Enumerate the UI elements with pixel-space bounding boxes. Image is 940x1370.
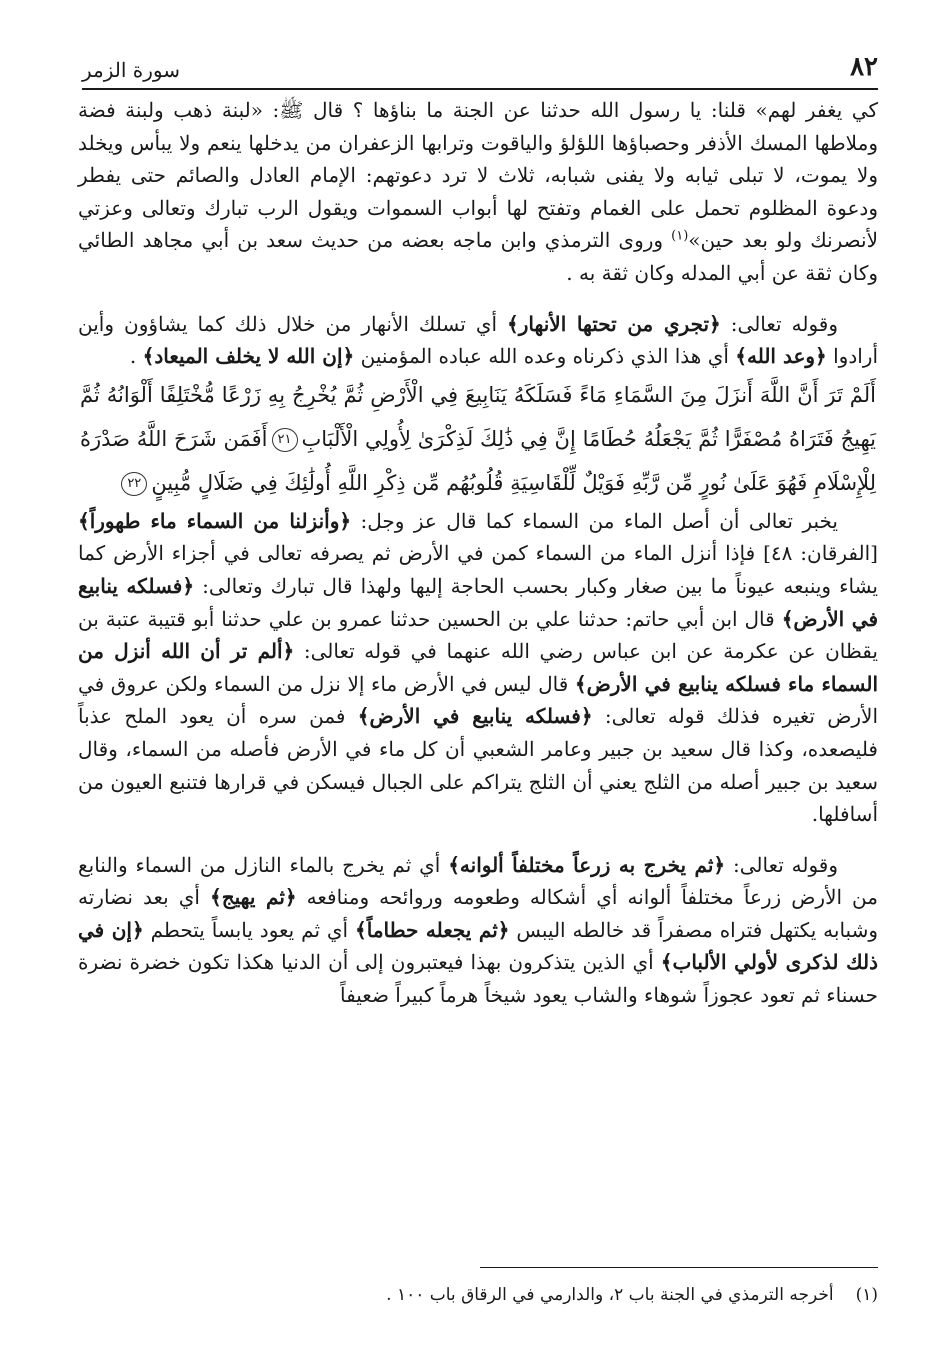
surah-name: سورة الزمر (82, 58, 181, 82)
quran-quote: ﴿فسلكه ينابيع في الأرض﴾ (78, 573, 879, 631)
quran-quote: ﴿ثم يهيج﴾ (209, 885, 297, 910)
ayah-number-marker: ٢١ (272, 428, 298, 452)
footnote-divider (480, 1267, 878, 1268)
paragraph-tafsir-crops: وقوله تعالى: ﴿ثم يخرج به زرعاً مختلفاً ألوانه﴾ أي ثم يخرج بالماء النازل من السماء والنابع من الأرض زرعاً مختلفاً ألوانه أي أشكاله وطعومه وروائحه ومنافعه ﴿ثم يهيج﴾ أي بعد نضارته وشبابه يكتهل فتراه مصفراً قد خالطه اليبس ﴿ثم يجعله حطاماً﴾ أي ثم يعود يابساً يتحطم ﴿إن في ذلك لذكرى لأولي الألباب﴾ أي الذين يتذكرون بهذا فيعتبرون إلى أن الدنيا هكذا تكون خضرة نضرة حسناء ثم تعود عجوزاً شوهاء والشاب يعود شيخاً هرماً كبيراً ضعيفاً (78, 852, 879, 1008)
quran-quote: ﴿ثم يجعله حطاماً﴾ (355, 917, 510, 942)
ayah-number-marker: ٢٢ (121, 472, 147, 496)
quran-quote: ﴿تجري من تحتها الأنهار﴾ (507, 311, 721, 336)
quran-quote: ﴿ألم تر أن الله أنزل من السماء ماء فسلكه ينابيع في الأرض﴾ (78, 639, 878, 696)
footnote-text: أخرجه الترمذي في الجنة باب ٢، والدارمي في الرقاق باب ١٠٠ . (386, 1285, 834, 1305)
quran-quote: ﴿إن في ذلك لذكرى لأولي الألباب﴾ (78, 917, 879, 975)
page-number: ٨٢ (850, 52, 878, 82)
quran-verses-block (78, 373, 878, 505)
footnote-reference: (١) (671, 228, 689, 244)
quran-quote: ﴿ثم يخرج به زرعاً مختلفاً ألوانه﴾ (448, 852, 726, 877)
quran-quote: ﴿وأنزلنا من السماء ماء طهوراً﴾ (78, 508, 352, 533)
verse-22: أَفَمَن شَرَحَ اللَّهُ صَدْرَهُ لِلْإِسْلَامِ فَهُوَ عَلَىٰ نُورٍ مِّن رَّبِّهِ فَوَيْلٌ لِّلْقَاسِيَةِ قُلُوبُهُم مِّن ذِكْرِ اللَّهِ أُولَٰئِكَ فِي ضَلَالٍ مُّبِينٍ (80, 426, 876, 495)
quran-quote: ﴿فسلكه ينابيع في الأرض﴾ (357, 704, 593, 729)
main-text (78, 94, 878, 1012)
footnote (200, 1280, 878, 1310)
paragraph-tafsir-water: يخبر تعالى أن أصل الماء من السماء كما قال عز وجل: ﴿وأنزلنا من السماء ماء طهوراً﴾ [الفرقان: ٤٨] فإذا أنزل الماء من السماء كمن في الأرض ثم يصرفه تعالى في أجزاء الأرض كما يشاء وينبعه عيوناً ما بين صغار وكبار بحسب الحاجة إليها ولهذا قال تبارك وتعالى: ﴿فسلكه ينابيع في الأرض﴾ قال ابن أبي حاتم: حدثنا علي بن الحسين حدثنا عمرو بن علي حدثنا أبو قتيبة عتبة بن يقظان عن عكرمة عن ابن عباس رضي الله عنهما في قوله تعالى: ﴿ألم تر أن الله أنزل من السماء ماء فسلكه ينابيع في الأرض﴾ قال ليس في الأرض ماء إلا نزل من السماء ولكن عروق في الأرض تغيره فذلك قوله تعالى: ﴿فسلكه ينابيع في الأرض﴾ فمن سره أن يعود الملح عذباً فليصعده، وكذا قال سعيد بن جبير وعامر الشعبي أن كل ماء في الأرض فأصله من السماء، وقال سعيد بن جبير أصله من الثلج يعني أن الثلج يتراكم على الجبال فيسكن في قرارها فتنبع العيون من أسافلها. (78, 508, 879, 827)
quran-quote: ﴿إن الله لا يخلف الميعاد﴾ (142, 344, 355, 369)
verse-21: أَلَمْ تَرَ أَنَّ اللَّهَ أَنزَلَ مِنَ السَّمَاءِ مَاءً فَسَلَكَهُ يَنَابِيعَ فِي الْأَرْضِ ثُمَّ يُخْرِجُ بِهِ زَرْعًا مُّخْتَلِفًا أَلْوَانُهُ ثُمَّ يَهِيجُ فَتَرَاهُ مُصْفَرًّا ثُمَّ يَجْعَلُهُ حُطَامًا إِنَّ فِي ذَٰلِكَ لَذِكْرَىٰ لِأُولِي الْأَلْبَابِ (80, 382, 876, 451)
paragraph-tafsir-rivers: وقوله تعالى: ﴿تجري من تحتها الأنهار﴾ أي تسلك الأنهار من خلال ذلك كما يشاؤون وأين أرادوا ﴿وعد الله﴾ أي هذا الذي ذكرناه وعده الله عباده المؤمنين ﴿إن الله لا يخلف الميعاد﴾ . (78, 311, 878, 369)
paragraph-hadith: كي يغفر لهم» قلنا: يا رسول الله حدثنا عن الجنة ما بناؤها ؟ قال ﷺ: «لبنة ذهب ولبنة فضة وملاطها المسك الأذفر وحصباؤها اللؤلؤ والياقوت وترابها الزعفران من يدخلها ينعم ولا يبأس ويخلد ولا يموت، لا تبلى ثيابه ولا يفنى شبابه، ثلاث لا ترد دعوتهم: الإمام العادل والصائم حتى يفطر ودعوة المظلوم تحمل على الغمام وتفتح لها أبواب السموات ويقول الرب تبارك وتعالى وعزتي لأنصرنك ولو بعد حين»$^{(١)}$ وروى الترمذي وابن ماجه بعضه من حديث سعد بن أبي مجاهد الطائي وكان ثقة عن أبي المدله وكان ثقة به . (78, 98, 878, 285)
quran-quote: ﴿وعد الله﴾ (735, 344, 827, 369)
footnote-number: (١) (855, 1285, 878, 1305)
page-header (82, 50, 878, 90)
